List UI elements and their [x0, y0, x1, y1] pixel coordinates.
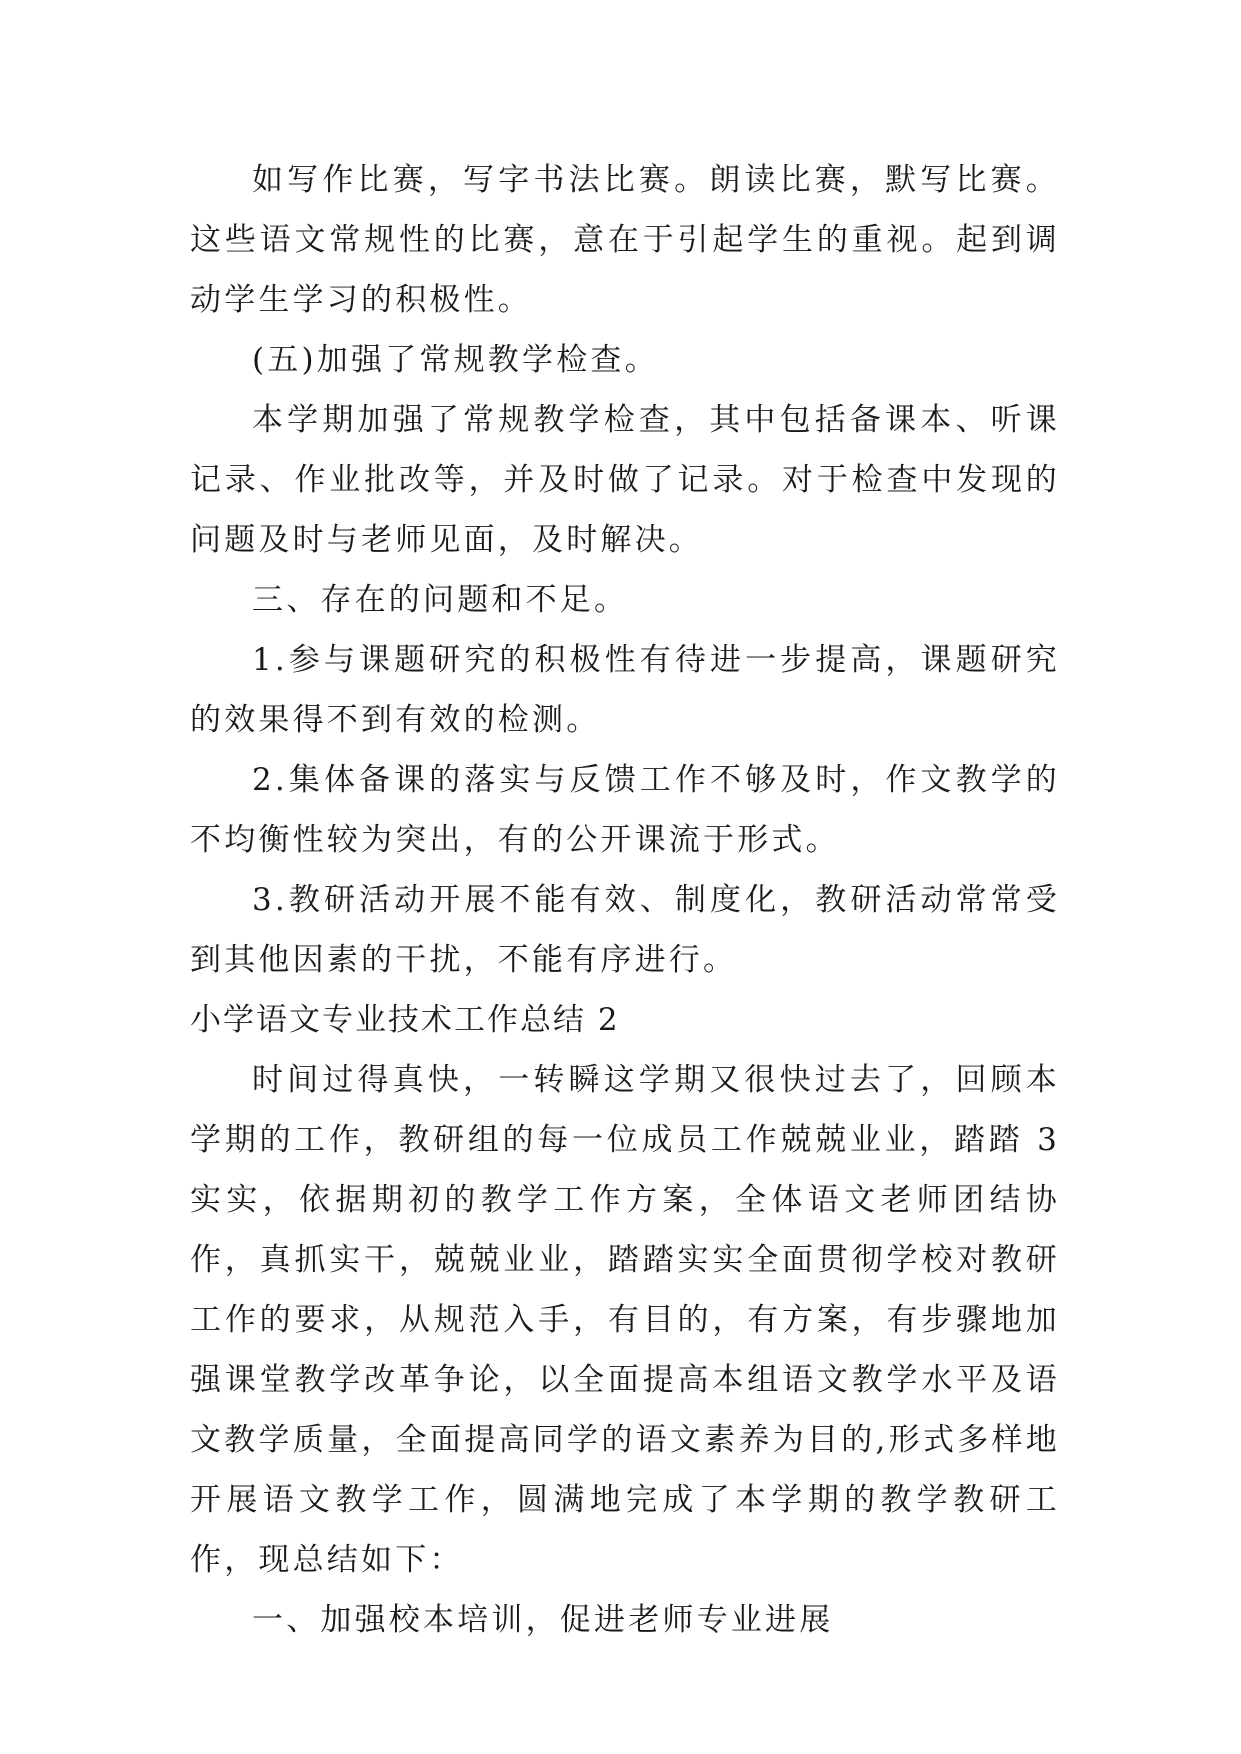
heading-problems: 三、存在的问题和不足。 — [252, 582, 629, 618]
list-item-problem-1: 1.参与课题研究的积极性有待进一步提高，课题研究的效果得不到有效的检测。 — [190, 642, 1060, 738]
heading-routine-inspection: (五)加强了常规教学检查。 — [252, 342, 659, 378]
heading-school-training: 一、加强校本培训，促进老师专业进展 — [252, 1602, 834, 1638]
document-body — [190, 150, 1060, 1650]
section-title-summary-2: 小学语文专业技术工作总结 2 — [190, 1002, 620, 1038]
paragraph-inspection: 本学期加强了常规教学检查，其中包括备课本、听课记录、作业批改等，并及时做了记录。对于检查中发现的问题及时与老师见面，及时解决。 — [190, 402, 1060, 558]
paragraph-summary-intro: 时间过得真快，一转瞬这学期又很快过去了，回顾本学期的工作，教研组的每一位成员工作兢兢业业，踏踏 3 实实，依据期初的教学工作方案，全体语文老师团结协作，真抓实干，兢兢业业，踏踏实实全面贯彻学校对教研工作的要求，从规范入手，有目的，有方案，有步骤地加强课堂教学改革争论，以全面提高本组语文教学水平及语文教学质量，全面提高同学的语文素养为目的,形式多样地开展语文教学工作，圆满地完成了本学期的教学教研工作，现总结如下： — [190, 1062, 1060, 1578]
list-item-problem-3: 3.教研活动开展不能有效、制度化，教研活动常常受到其他因素的干扰，不能有序进行。 — [190, 882, 1060, 978]
list-item-problem-2: 2.集体备课的落实与反馈工作不够及时，作文教学的不均衡性较为突出，有的公开课流于形式。 — [190, 762, 1060, 858]
paragraph-competitions: 如写作比赛，写字书法比赛。朗读比赛，默写比赛。这些语文常规性的比赛，意在于引起学生的重视。起到调动学生学习的积极性。 — [190, 162, 1060, 318]
